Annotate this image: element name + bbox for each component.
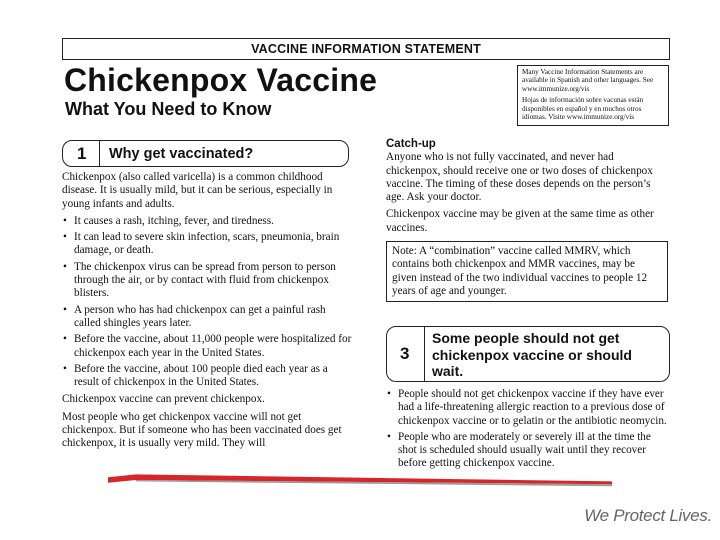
section-1-bullets <box>62 215 352 390</box>
section-1-closing: Most people who get chickenpox vaccine will not get chickenpox. But if someone who has been vaccinated does get chickenpox, it is usually very mild. They will <box>62 410 342 450</box>
section-1-prevent: Chickenpox vaccine can prevent chickenpox. <box>62 393 265 406</box>
list-item: • Before the vaccine, about 11,000 people were hospitalized for chickenpox each year in the United States. <box>62 333 352 360</box>
language-notice-box <box>517 65 669 126</box>
page-subtitle: What You Need to Know <box>65 99 272 119</box>
mmrv-note-text: Note: A “combination” vaccine called MMRV, which contains both chickenpox and MMR vaccines, may be given instead of the two individual vaccines to people 12 years of age and younger. <box>392 245 648 297</box>
page-title: Chickenpox Vaccine <box>64 62 378 98</box>
section-1-number: 1 <box>77 144 87 163</box>
document-banner: VACCINE INFORMATION STATEMENT <box>62 38 670 60</box>
list-item: • It can lead to severe skin infection, scars, pneumonia, brain damage, or death. <box>62 231 352 258</box>
footer-slogan: We Protect Lives. <box>584 506 712 525</box>
catchup-same-time: Chickenpox vaccine may be given at the same time as other vaccines. <box>386 208 654 234</box>
list-item: • The chickenpox virus can be spread from person to person through the air, or by contact with fluid from chickenpox blisters. <box>62 261 352 301</box>
section-3-header <box>386 326 670 382</box>
section-1-heading: Why get vaccinated? <box>109 146 254 162</box>
catchup-heading: Catch-up <box>386 138 436 150</box>
vis-document <box>62 38 670 484</box>
left-column <box>62 171 352 455</box>
list-item: • People should not get chickenpox vaccine if they have ever had a life-threatening allergic reaction to a previous dose of chickenpox vaccine or to gelatin or the antibiotic neomycin. <box>386 388 668 428</box>
list-item: • It causes a rash, itching, fever, and tiredness. <box>62 215 352 228</box>
section-3-body <box>386 388 668 475</box>
section-3-divider <box>424 327 425 381</box>
catchup-text: Anyone who is not fully vaccinated, and never had chickenpox, should receive one or two doses of chickenpox vaccine. The timing of these doses depends on the person’s age. Ask your doctor. <box>386 151 653 204</box>
section-1-divider <box>99 141 100 166</box>
section-3-number: 3 <box>400 344 410 363</box>
mmrv-note-box <box>386 241 668 302</box>
language-notice-english: Many Vaccine Information Statements are available in Spanish and other languages. See www.immunize.org/vis <box>522 68 654 93</box>
footer-swoosh <box>0 473 720 487</box>
right-column <box>386 138 668 302</box>
list-item: • Before the vaccine, about 100 people died each year as a result of chickenpox in the United States. <box>62 363 352 390</box>
section-1-intro: Chickenpox (also called varicella) is a common childhood disease. It is usually mild, but it can be serious, especially in young infants and adults. <box>62 171 333 210</box>
section-3-heading: Some people should not get chickenpox vaccine or should wait. <box>432 330 632 379</box>
language-notice-spanish: Hojas de información sobre vacunas están disponibles en español y en muchos otros idiomas. Visite www.immunize.org/vis <box>522 96 644 122</box>
section-1-header <box>62 140 349 167</box>
section-3-bullets <box>386 388 668 471</box>
list-item: • People who are moderately or severely ill at the time the shot is scheduled should usually wait until they recover before getting chickenpox vaccine. <box>386 431 668 471</box>
list-item: • A person who has had chickenpox can get a painful rash called shingles years later. <box>62 304 352 331</box>
